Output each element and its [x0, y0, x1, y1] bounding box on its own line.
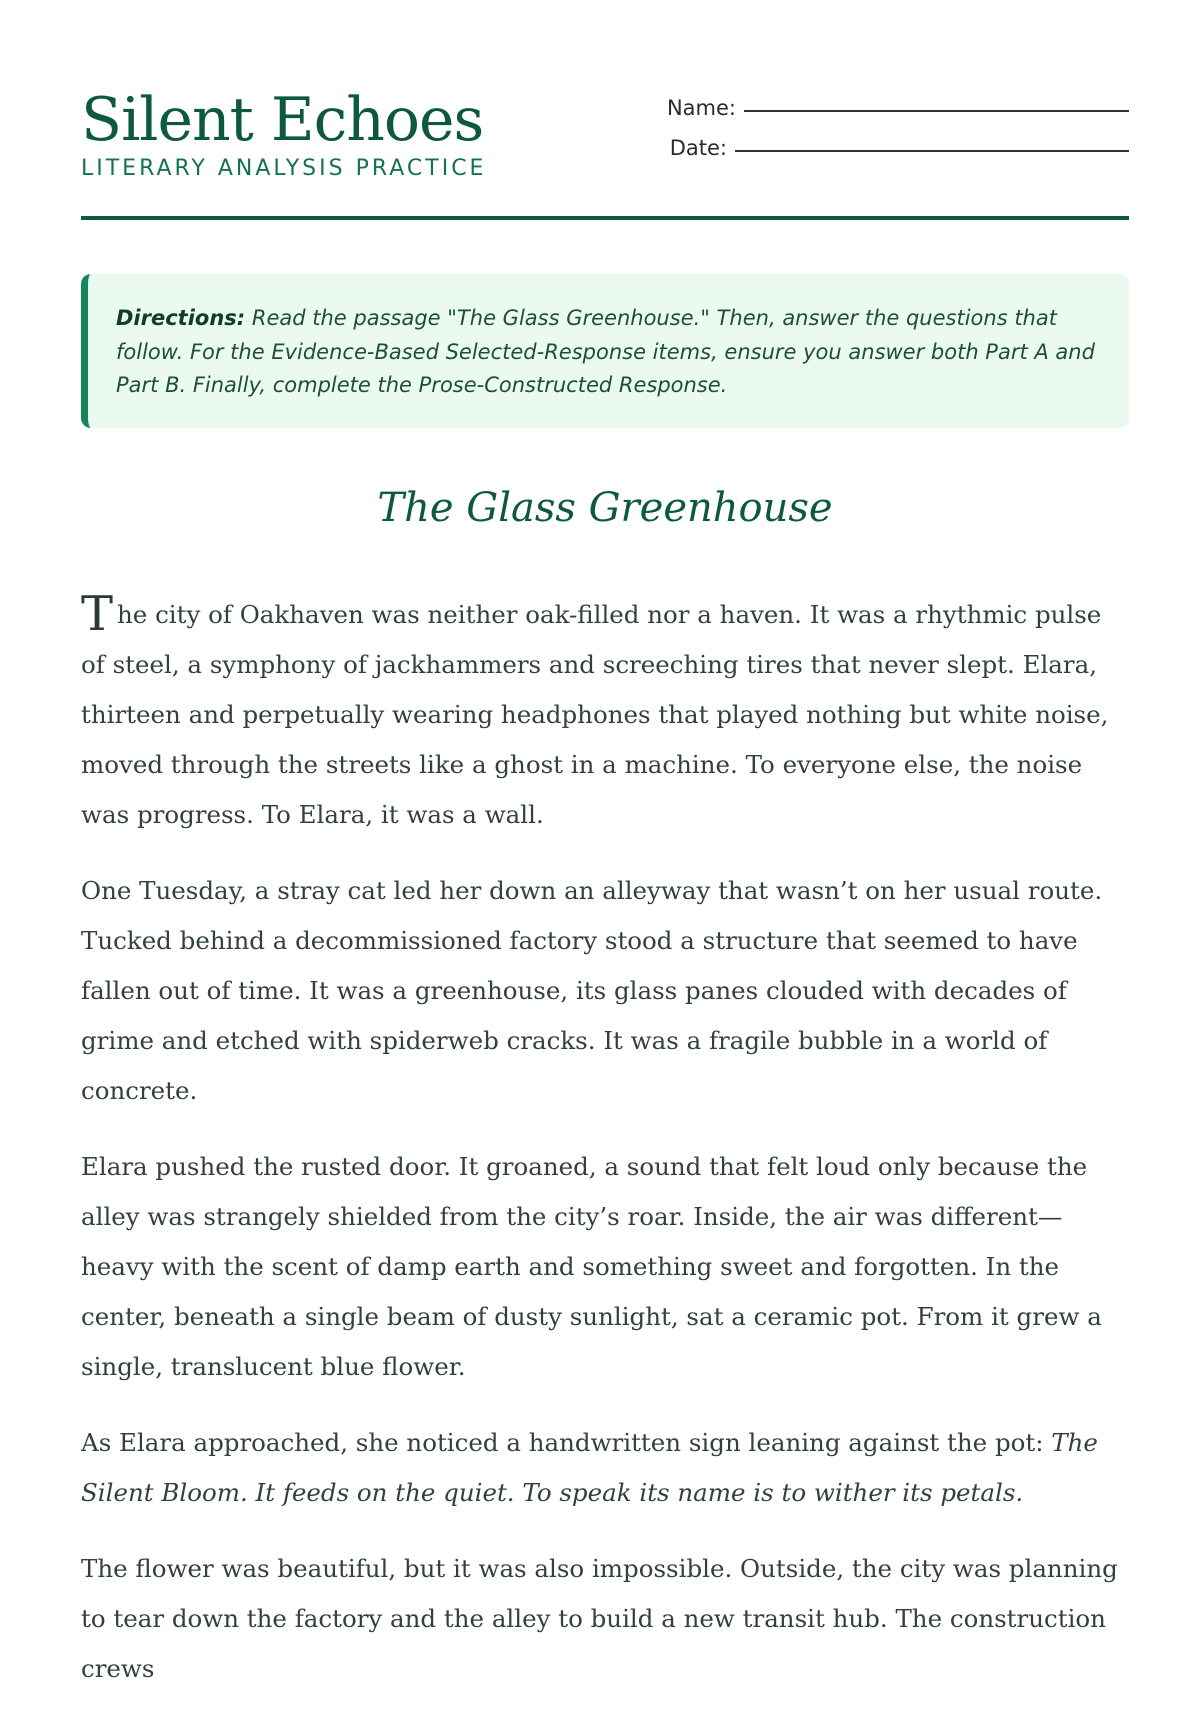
worksheet-header	[81, 0, 1129, 220]
paragraph-1-text: he city of Oakhaven was neither oak-filled nor a haven. It was a rhythmic pulse of steel, a symphony of jackhammers and screeching tires that never slept. Elara, thirteen and perpetually wearing headphones that played nothing but white noise, moved through the streets like a ghost in a machine. To everyone else, the noise was progress. To Elara, it was a wall.	[81, 600, 1109, 829]
drop-cap: T	[81, 586, 114, 642]
paragraph-4-text: As Elara approached, she noticed a handwritten sign leaning against the pot:	[81, 1428, 1052, 1457]
worksheet-title: Silent Echoes	[81, 85, 484, 155]
header-divider	[81, 216, 1129, 220]
date-field-row	[659, 120, 1129, 160]
worksheet-subtitle: LITERARY ANALYSIS PRACTICE	[81, 156, 487, 181]
date-label: Date:	[669, 136, 727, 160]
name-label: Name:	[666, 96, 736, 120]
name-blank-line[interactable]	[744, 90, 1129, 112]
directions-box	[81, 274, 1129, 428]
passage-title: The Glass Greenhouse	[377, 485, 833, 531]
worksheet-page	[81, 0, 1129, 1683]
passage-paragraph-4	[81, 1418, 1129, 1518]
name-field-row	[659, 80, 1129, 120]
passage-paragraph-5: The flower was beautiful, but it was also impossible. Outside, the city was planning to tear down the factory and the alley to build a new transit hub. The construction crews	[81, 1554, 1118, 1683]
directions-text: Read the passage "The Glass Greenhouse." Then, answer the questions that follow. For the Evidence-Based Selected-Response items, ensure you answer both Part A and Part B. Finally, complete the Prose-Constructed Response.	[116, 306, 1095, 397]
handwritten-sign-text: The Silent Bloom. It feeds on the quiet. To speak its name is to wither its petals.	[81, 1428, 1098, 1507]
passage-paragraph-2: One Tuesday, a stray cat led her down an alleyway that wasn’t on her usual route. Tucked behind a decommissioned factory stood a structure that seemed to have fallen out of time. It was a greenhouse, its glass panes clouded with decades of grime and etched with spiderweb cracks. It was a fragile bubble in a world of concrete.	[81, 876, 1103, 1105]
passage-paragraph-1	[81, 586, 1129, 840]
directions-label: Directions:	[116, 306, 246, 330]
student-info-fields	[659, 80, 1129, 160]
passage-paragraph-3: Elara pushed the rusted door. It groaned, a sound that felt loud only because the alley was strangely shielded from the city’s roar. Inside, the air was different—heavy with the scent of damp earth and something sweet and forgotten. In the center, beneath a single beam of dusty sunlight, sat a ceramic pot. From it grew a single, translucent blue flower.	[81, 1152, 1102, 1381]
passage-body	[81, 586, 1129, 1720]
date-blank-line[interactable]	[735, 130, 1129, 152]
